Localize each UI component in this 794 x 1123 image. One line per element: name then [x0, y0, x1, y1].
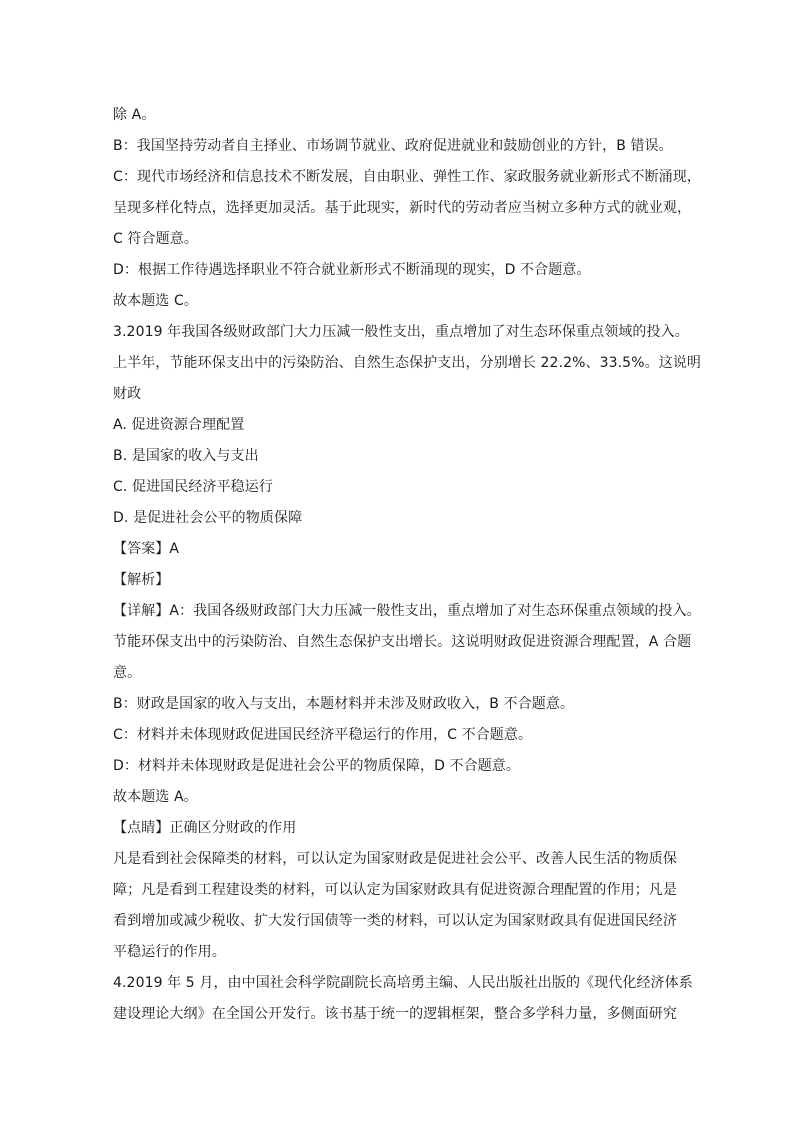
text-line: 除 A。: [113, 107, 156, 123]
answer-label: 【答案】A: [113, 541, 180, 557]
text-line: 故本题选 C。: [113, 293, 198, 309]
tip-text: 看到增加或减少税收、扩大发行国债等一类的材料，可以认定为国家财政具有促进国民经济: [113, 913, 677, 929]
question-4-stem: 4.2019 年 5 月，由中国社会科学院副院长高培勇主编、人民出版社出版的《现代化经济体系: [113, 975, 693, 991]
detail-text: 【详解】A：我国各级财政部门大力压减一般性支出，重点增加了对生态环保重点领域的投入。: [113, 603, 701, 619]
document-body: [113, 100, 701, 1030]
option-a: A. 促进资源合理配置: [113, 417, 245, 433]
question-3-stem: 3.2019 年我国各级财政部门大力压减一般性支出，重点增加了对生态环保重点领域的投入。: [113, 324, 689, 340]
detail-text: D：材料并未体现财政是促进社会公平的物质保障，D 不合题意。: [113, 758, 521, 774]
option-b: B. 是国家的收入与支出: [113, 448, 259, 464]
text-line: C：现代市场经济和信息技术不断发展，自由职业、弹性工作、家政服务就业新形式不断涌现，: [113, 169, 701, 185]
detail-text: C：材料并未体现财政促进国民经济平稳运行的作用，C 不合题意。: [113, 727, 533, 743]
detail-text: 节能环保支出中的污染防治、自然生态保护支出增长。这说明财政促进资源合理配置，A 合题: [113, 634, 692, 650]
text-line: 呈现多样化特点，选择更加灵活。基于此现实，新时代的劳动者应当树立多种方式的就业观，: [113, 200, 692, 216]
option-c: C. 促进国民经济平稳运行: [113, 479, 273, 495]
tip-label: 【点睛】正确区分财政的作用: [113, 820, 297, 836]
option-d: D. 是促进社会公平的物质保障: [113, 510, 303, 526]
tip-text: 平稳运行的作用。: [113, 944, 226, 960]
text-line: B：我国坚持劳动者自主择业、市场调节就业、政府促进就业和鼓励创业的方针，B 错误。: [113, 138, 673, 154]
tip-text: 凡是看到社会保障类的材料，可以认定为国家财政是促进社会公平、改善人民生活的物质保: [113, 851, 677, 867]
analysis-label: 【解析】: [113, 572, 170, 588]
question-3-stem: 财政: [113, 386, 142, 402]
detail-text: B：财政是国家的收入与支出，本题材料并未涉及财政收入，B 不合题意。: [113, 696, 575, 712]
question-4-stem: 建设理论大纲》在全国公开发行。该书基于统一的逻辑框架，整合多学科力量，多侧面研究: [113, 1006, 677, 1022]
detail-text: 故本题选 A。: [113, 789, 198, 805]
detail-text: 意。: [113, 665, 142, 681]
tip-text: 障；凡是看到工程建设类的材料，可以认定为国家财政具有促进资源合理配置的作用；凡是: [113, 882, 677, 898]
text-line: D：根据工作待遇选择职业不符合就业新形式不断涌现的现实，D 不合题意。: [113, 262, 591, 278]
question-3-stem: 上半年，节能环保支出中的污染防治、自然生态保护支出，分别增长 22.2%、33.5%。这说明: [113, 355, 701, 371]
text-line: C 符合题意。: [113, 231, 198, 247]
